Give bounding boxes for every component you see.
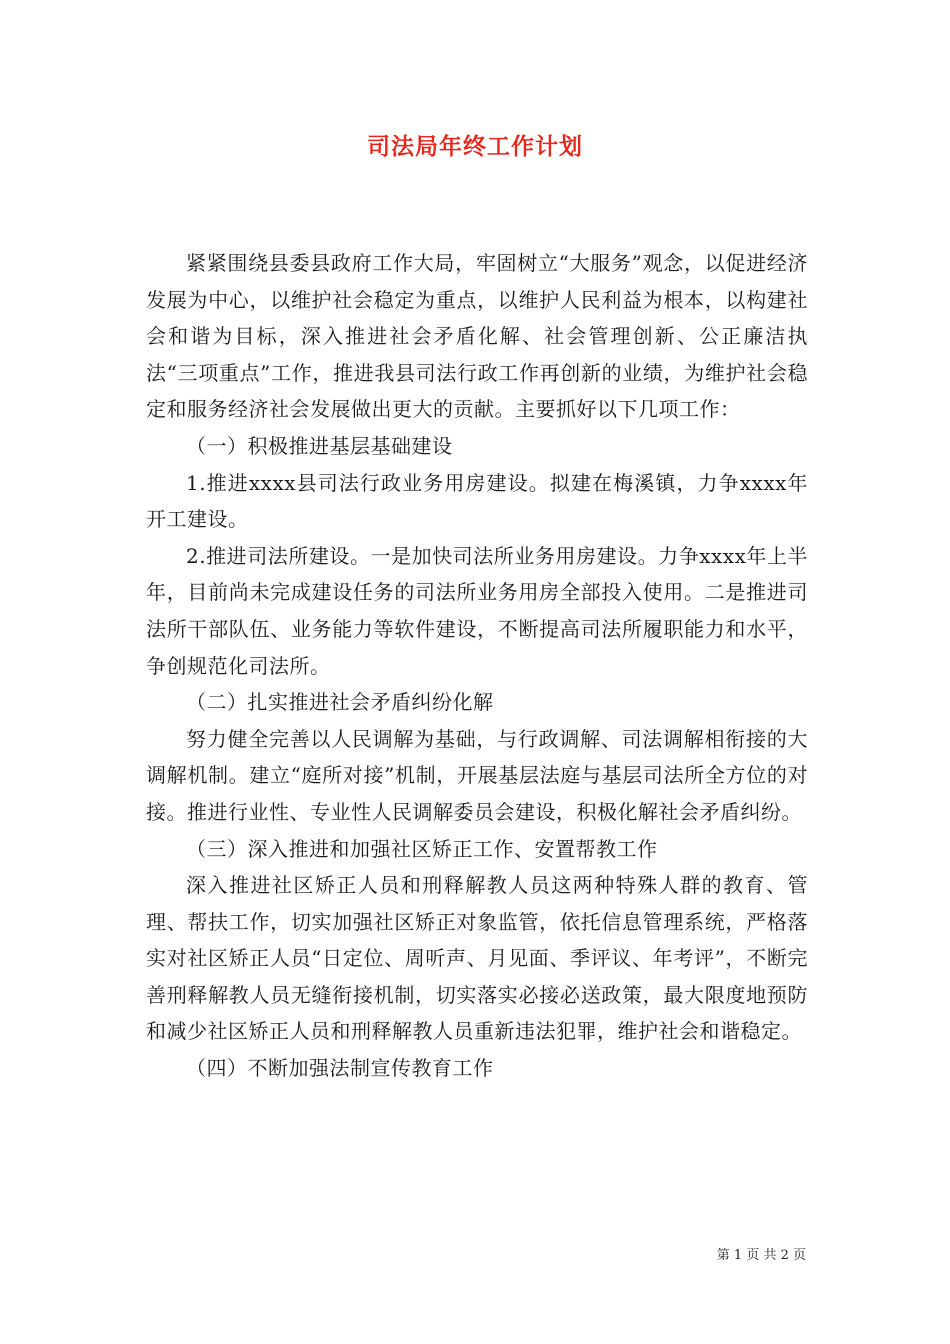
paragraph-item-1: 1.推进xxxx县司法行政业务用房建设。拟建在梅溪镇，力争xxxx年开工建设。 (146, 470, 808, 532)
document-body (146, 245, 808, 1087)
paragraph-mediation: 努力健全完善以人民调解为基础，与行政调解、司法调解相衔接的大调解机制。建立“庭所对接”机制，开展基层法庭与基层司法所全方位的对接。推进行业性、专业性人民调解委员会建设，积极化解社会矛盾纠纷。 (146, 726, 808, 824)
paragraph-intro: 紧紧围绕县委县政府工作大局，牢固树立“大服务”观念，以促进经济发展为中心，以维护社会稳定为重点，以维护人民利益为根本，以构建社会和谐为目标，深入推进社会矛盾化解、社会管理创新、公正廉洁执法“三项重点”工作，推进我县司法行政工作再创新的业绩，为维护社会稳定和服务经济社会发展做出更大的贡献。主要抓好以下几项工作： (146, 251, 808, 422)
section-heading-2: （二）扎实推进社会矛盾纠纷化解 (186, 690, 494, 715)
document-title: 司法局年终工作计划 (367, 134, 583, 160)
paragraph-item-2: 2.推进司法所建设。一是加快司法所业务用房建设。力争xxxx年上半年，目前尚未完成建设任务的司法所业务用房全部投入使用。二是推进司法所干部队伍、业务能力等软件建设，不断提高司法所履职能力和水平，争创规范化司法所。 (146, 543, 808, 678)
paragraph-correction: 深入推进社区矫正人员和刑释解教人员这两种特殊人群的教育、管理、帮扶工作，切实加强社区矫正对象监管，依托信息管理系统，严格落实对社区矫正人员“日定位、周听声、月见面、季评议、年考评”，不断完善刑释解教人员无缝衔接机制，切实落实必接必送政策，最大限度地预防和减少社区矫正人员和刑释解教人员重新违法犯罪，维护社会和谐稳定。 (146, 873, 808, 1044)
section-heading-4: （四）不断加强法制宣传教育工作 (186, 1056, 494, 1081)
page-number: 第 1 页 共 2 页 (716, 1248, 806, 1263)
section-heading-3: （三）深入推进和加强社区矫正工作、安置帮教工作 (186, 836, 658, 861)
section-heading-1: （一）积极推进基层基础建设 (186, 433, 453, 458)
